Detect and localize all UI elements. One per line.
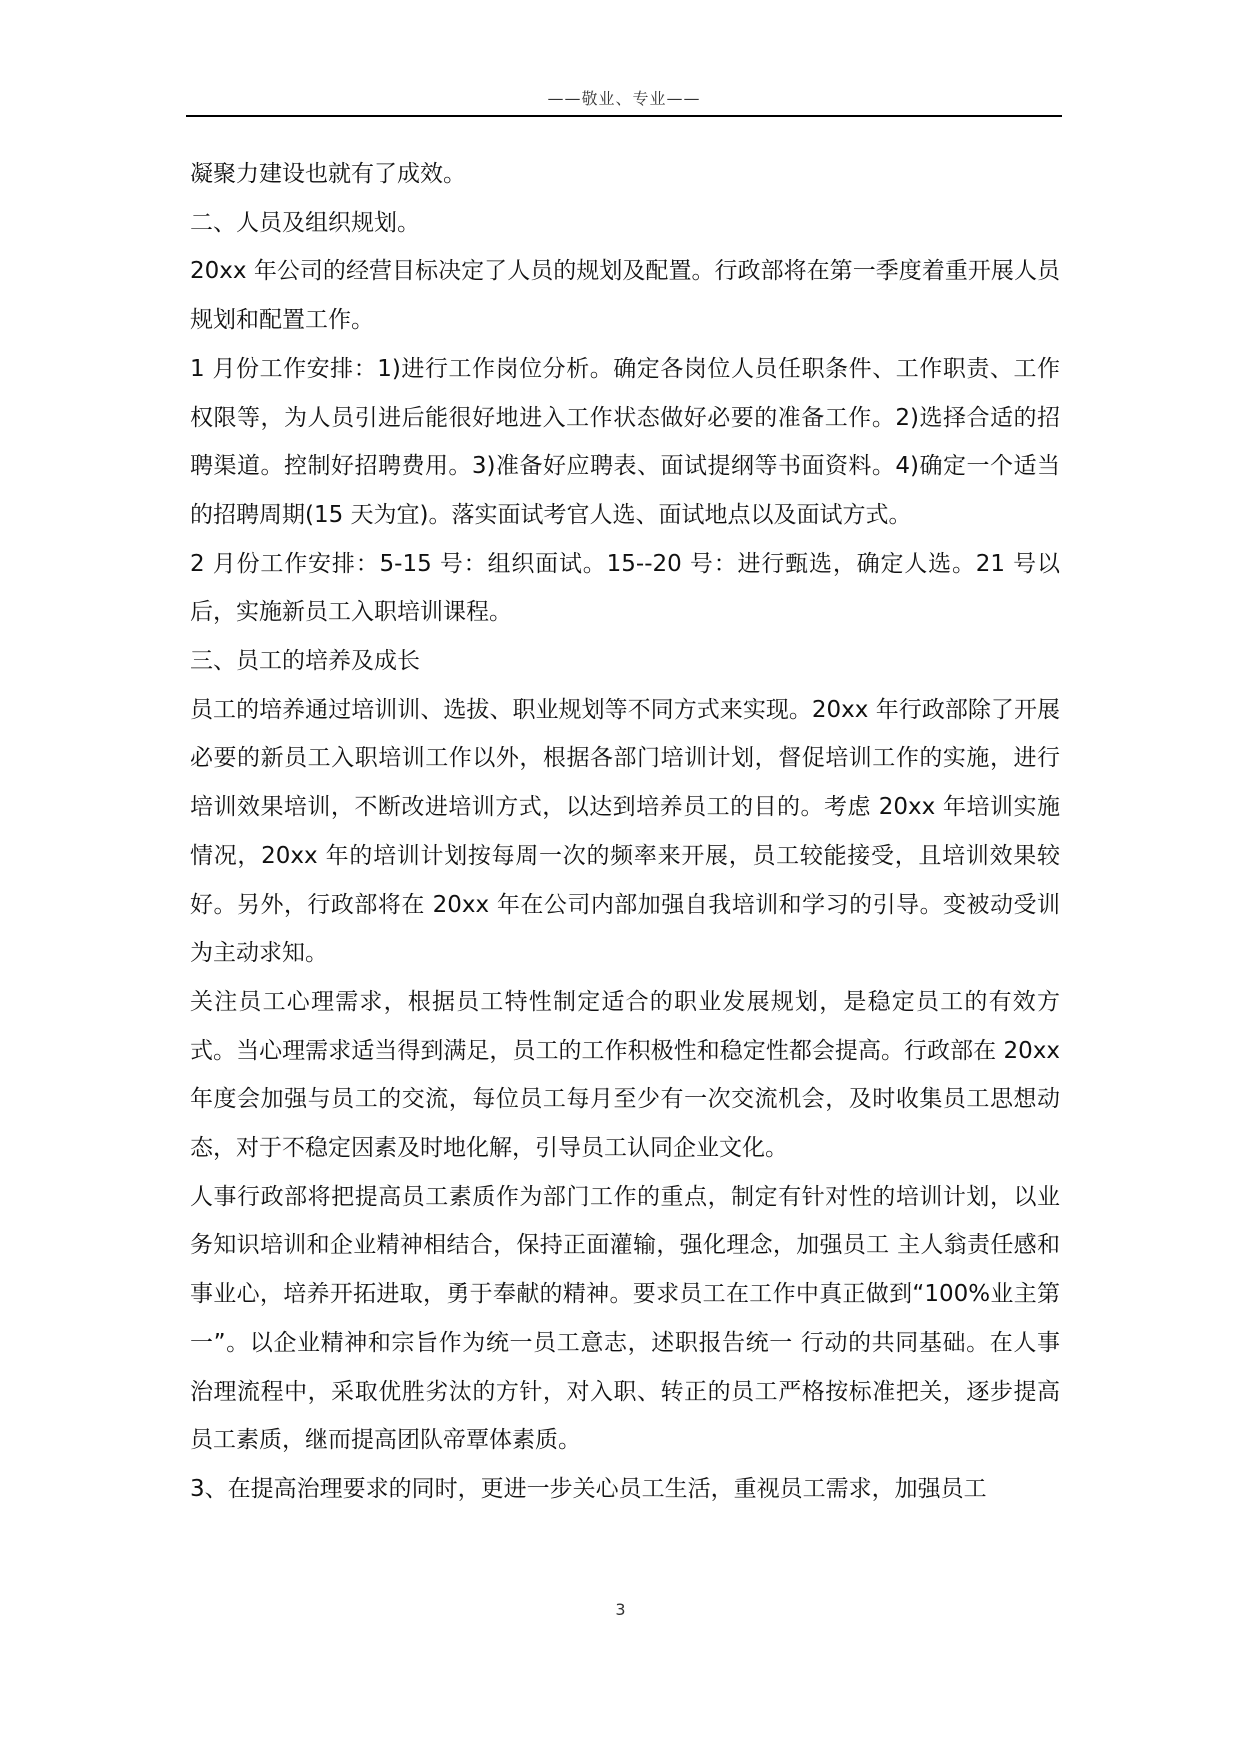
page-number: 3 (615, 1600, 626, 1619)
document-body (190, 150, 1060, 1514)
paragraph: 20xx 年公司的经营目标决定了人员的规划及配置。行政部将在第一季度着重开展人员规划和配置工作。 (190, 258, 1060, 334)
page-header: ——敬业、专业—— (547, 89, 701, 108)
paragraph: 3、在提高治理要求的同时，更进一步关心员工生活，重视员工需求，加强员工 (190, 1475, 987, 1502)
section-heading: 二、人员及组织规划。 (190, 209, 420, 236)
header-divider (186, 115, 1062, 117)
paragraph: 关注员工心理需求，根据员工特性制定适合的职业发展规划，是稳定员工的有效方式。当心理需求适当得到满足，员工的工作积极性和稳定性都会提高。行政部在 20xx 年度会加强与员工的交流，每位员工每月至少有一次交流机会，及时收集员工思想动态，对于不稳定因素及时地化解，引导员工认同企业文化。 (190, 988, 1060, 1162)
paragraph: 1 月份工作安排：1)进行工作岗位分析。确定各岗位人员任职条件、工作职责、工作权限等，为人员引进后能很好地进入工作状态做好必要的准备工作。2)选择合适的招聘渠道。控制好招聘费用。3)准备好应聘表、面试提纲等书面资料。4)确定一个适当的招聘周期(15 天为宜)。落实面试考官人选、面试地点以及面试方式。 (190, 355, 1060, 528)
paragraph: 员工的培养通过培训训、选拔、职业规划等不同方式来实现。20xx 年行政部除了开展必要的新员工入职培训工作以外，根据各部门培训计划，督促培训工作的实施，进行培训效果培训，不断改进培训方式，以达到培养员工的目的。考虑 20xx 年培训实施情况，20xx 年的培训计划按每周一次的频率来开展，员工较能接受，且培训效果较好。另外，行政部将在 20xx 年在公司内部加强自我培训和学习的引导。变被动受训为主动求知。 (190, 696, 1060, 967)
paragraph: 2 月份工作安排：5-15 号：组织面试。15--20 号：进行甄选，确定人选。21 号以后，实施新员工入职培训课程。 (190, 550, 1060, 626)
section-heading: 三、员工的培养及成长 (190, 648, 420, 675)
paragraph: 人事行政部将把提高员工素质作为部门工作的重点，制定有针对性的培训计划，以业务知识培训和企业精神相结合，保持正面灌输，强化理念，加强员工 主人翁责任感和事业心，培养开拓进取，勇于奉献的精神。要求员工在工作中真正做到“100%业主第一”。以企业精神和宗旨作为统一员工意志，述职报告统一 行动的共同基础。在人事治理流程中，采取优胜劣汰的方针，对入职、转正的员工严格按标准把关，逐步提高员工素质，继而提高团队帝覃体素质。 (190, 1183, 1060, 1454)
paragraph: 凝聚力建设也就有了成效。 (190, 161, 466, 187)
